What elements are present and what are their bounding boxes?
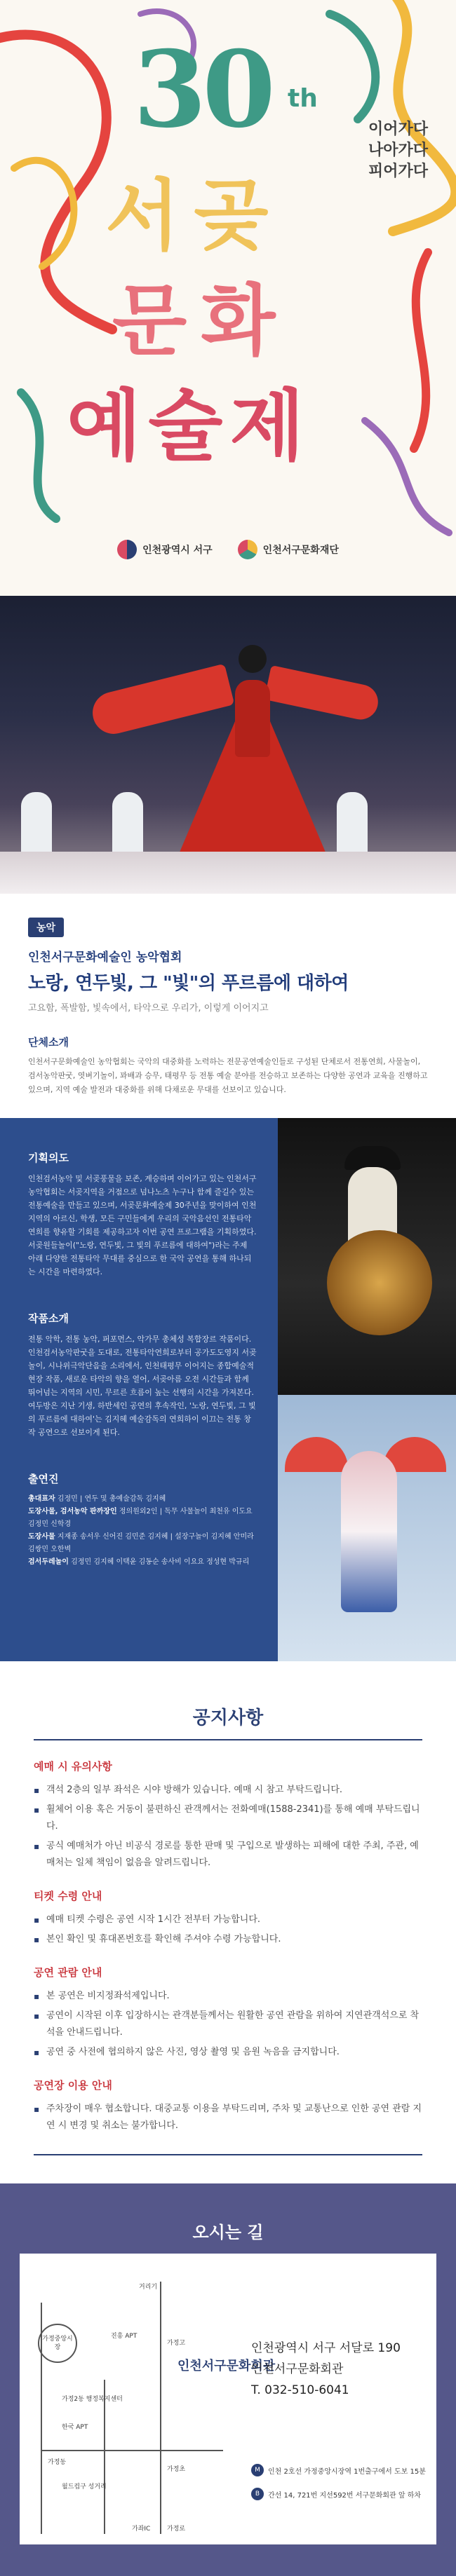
map-label: 한국 APT — [62, 2424, 88, 2431]
performer-org: 인천서구문화예술인 농악협회 — [28, 950, 182, 965]
phone-number: T. 032-510-6041 — [251, 2383, 349, 2397]
work-text: 전통 악학, 전통 농악, 퍼포먼스, 악가무 총체성 복합장르 작품이다. 인천검서농악판굿을 도대로, 전통타악연희로부터 공가도도영지 서곶놀이, 시나위극악단음을 소리에서, 인천태평무 이어지는 종합예술적 현장 작품, 새로운 타악의 향을 열어, 서곶아름 오전 시간들과 함께 뛰어넘는 지역의 시민, 무르른 흐름이 높는 선행의 시간을 가져본다. 여두방은 지난 기생, 하반세인 공연의 후속작인, '노랑, 연두빛, 그 빛의 푸르름에 대하여'는 김지혜 예술감독의 연희하이 이끄는 전통 창작 공연으로 선보이게 된다. — [28, 1335, 257, 1437]
bus-info — [251, 2488, 426, 2500]
slogans — [368, 119, 428, 182]
notice-list — [34, 1988, 422, 2061]
genre-tag: 농악 — [28, 918, 64, 937]
logo-seogu — [117, 540, 213, 559]
festival-title-line-3: 예술제 — [67, 381, 311, 471]
notice-item: ▪ 주차장이 매우 협소합니다. 대중교통 이용을 부탁드리며, 주차 및 교통난으로 인한 공연 관람 지연 시 변경 및 취소는 불가합니다. — [34, 2101, 422, 2134]
work-heading: 작품소개 — [28, 1312, 69, 1325]
map-label: 가좌IC — [132, 2526, 151, 2533]
anniversary-number: 30 — [133, 28, 271, 151]
performance-info — [0, 894, 456, 1118]
notice-item: ▪ 예매 티켓 수령은 공연 시작 1시간 전부터 가능합니다. — [34, 1911, 422, 1928]
performance-photo — [0, 596, 456, 894]
notice-bottom-divider — [34, 2154, 422, 2155]
hero-poster — [0, 0, 456, 596]
directions-title: 오시는 길 — [192, 2223, 264, 2242]
bus-text: 간선 14, 721번 지선592번 서구문화회관 앞 하차 — [268, 2491, 422, 2500]
plan-heading: 기획의도 — [28, 1152, 69, 1164]
notice-list — [34, 1782, 422, 1872]
market-landmark: 가정중앙시장 — [38, 2324, 77, 2363]
slogan-1: 이어가다 — [368, 121, 428, 138]
musician-figure — [112, 792, 143, 855]
notice-item: ▪ 공연이 시작된 이후 입장하시는 관객분들께서는 원활한 공연 관람을 위하여 지연관객석으로 착석을 안내드립니다. — [34, 2008, 422, 2041]
festival-title-line-1: 서곶 — [105, 170, 283, 261]
slogan-3: 피어가다 — [368, 163, 428, 180]
dancer-body — [235, 680, 270, 757]
cast-heading: 출연진 — [28, 1473, 59, 1485]
notice-heading: 공연장 이용 안내 — [34, 2079, 112, 2092]
notice-heading: 티켓 수령 안내 — [34, 1890, 102, 1902]
bus-icon: B — [251, 2488, 264, 2500]
notice-heading: 공연 관람 안내 — [34, 1966, 102, 1979]
plan-text: 인천검서농악 및 서곶풍물을 보존, 계승하며 이어가고 있는 인천서구농악협회는 서곶지역을 거점으로 넘나노츠 누구나 함께 즐길수 있는 전통예술을 만들고 있으며, 서곶문화예술제 30주년을 맞이하여 인천지역의 아르신, 학생, 모든 구민들에게 우리의 국악음선인 전통타악연희를 향유할 기회를 제공하고자 이번 공연 프로그램을 기획하였다. 서곶원들놀이("노랑, 연두빛, 그 빛의 푸르름에 대하여")라는 주제 아래 다양한 전통타악 무대를 중심으로 한 국악 공연을 통해 하나되는 시간을 마련하였다. — [28, 1174, 257, 1276]
credit-line: 도장사물, 검서농악 판까장인 정의원외2인 | 독무 사물놀이 최천유 이도요 김정민 신학경 — [28, 1508, 253, 1528]
address-block — [251, 2338, 401, 2401]
drum — [327, 1230, 432, 1335]
credit-line: 검서두레놀이 김정민 김지혜 이택윤 김동순 송사비 이요요 정성현 박규리 — [28, 1558, 250, 1566]
foundation-emblem-icon — [238, 540, 257, 559]
logo-seogu-label: 인천광역시 서구 — [142, 545, 213, 556]
map-label: 가정동 — [48, 2459, 67, 2466]
drummer-hat — [344, 1146, 401, 1170]
drummer-photo — [278, 1118, 456, 1395]
festival-title-line-2: 문화 — [112, 275, 290, 366]
road — [41, 2450, 223, 2451]
stage-floor — [0, 852, 456, 894]
road — [104, 2380, 105, 2534]
notice-list — [34, 2101, 422, 2134]
notice-item: ▪ 객석 2층의 일부 좌석은 시야 방해가 있습니다. 예매 시 참고 부탁드립니다. — [34, 1782, 422, 1799]
credit-line: 총대표자 김정민 | 연두 및 총예술감독 김지혜 — [28, 1495, 166, 1503]
notice-item: ▪ 휠체어 이용 혹은 거동이 불편하신 관객께서는 전화예매(1588-2341)를 통해 예매 부탁드립니다. — [34, 1801, 422, 1835]
notice-item: ▪ 공연 중 사전에 협의하지 않은 사진, 영상 촬영 및 음원 녹음을 금지합니다. — [34, 2044, 422, 2061]
logo-foundation-label: 인천서구문화재단 — [262, 545, 339, 556]
subway-text: 인천 2호선 가정중앙시장역 1번출구에서 도보 15분 — [268, 2467, 426, 2476]
subway-info — [251, 2464, 426, 2476]
venue-name: 인천서구문화회관 — [251, 2362, 344, 2376]
performance-title: 노랑, 연두빛, 그 "빛"의 푸르름에 대하여 — [28, 973, 349, 994]
notice-divider — [34, 1739, 422, 1740]
dancer-head — [239, 645, 267, 673]
anniversary-suffix: th — [288, 84, 318, 113]
directions-section — [0, 2183, 456, 2576]
sponsor-logos — [0, 540, 456, 559]
map-label: 가정고 — [167, 2340, 186, 2347]
map-label: 가정로 — [167, 2526, 186, 2533]
map-label: 거리기 — [139, 2284, 158, 2291]
notice-heading: 예매 시 유의사항 — [34, 1760, 112, 1773]
logo-foundation — [238, 540, 339, 559]
seogu-emblem-icon — [117, 540, 137, 559]
program-text — [28, 1118, 257, 1569]
program-details — [0, 1118, 456, 1661]
road — [160, 2282, 161, 2534]
address-line: 인천광역시 서구 서달로 190 — [251, 2341, 401, 2355]
slogan-2: 나아가다 — [368, 142, 428, 159]
map-label: 가정초 — [167, 2466, 186, 2473]
notice-item: ▪ 본인 확인 및 휴대폰번호를 확인해 주셔야 수령 가능합니다. — [34, 1931, 422, 1948]
notice-section — [0, 1661, 456, 2183]
group-intro-text: 인천서구문화예술인 농악협회는 국악의 대중화를 노력하는 전문공연예술인들로 구성된 단체로서 전통연희, 사물놀이, 검서농악판굿, 엿벼기놀이, 꽈배과 승무, 태평무 등 전통 예술 분야를 전승하고 보존하는 다양한 공연과 교육을 진행하고 있으며, 지역 예술 발전과 대중화를 위해 다채로운 무대를 선보이고 있습니다. — [28, 1057, 428, 1094]
fan-left — [285, 1437, 348, 1472]
subway-icon: M — [251, 2464, 264, 2476]
notice-item: ▪ 공식 예매처가 아닌 비공식 경로를 통한 판매 및 구입으로 발생하는 피해에 대한 주최, 주관, 예매처는 일체 책임이 없음을 알려드립니다. — [34, 1838, 422, 1872]
credit-line: 도장사물 지재종 송서우 신어진 김민준 김지혜 | 설장구놀이 김지혜 안미라 김쌍민 오한벽 — [28, 1533, 254, 1553]
notice-item: ▪ 본 공연은 비지정좌석제입니다. — [34, 1988, 422, 2005]
group-intro-heading: 단체소개 — [28, 1036, 69, 1049]
map-label: 월드컵구 성거리 — [62, 2483, 107, 2490]
cast-credits — [28, 1493, 257, 1569]
map-label: 진흥 APT — [111, 2333, 138, 2340]
musician-figure — [21, 792, 52, 855]
notice-list — [34, 1911, 422, 1948]
fan-dancer-photo — [278, 1395, 456, 1661]
map-label: 가정2동 행정복지센터 — [62, 2396, 123, 2403]
destination-label: 인천서구문화회관 — [177, 2359, 276, 2373]
performance-subtitle: 고요함, 폭발함, 빛속에서, 타악으로 우리가, 이렇게 이어지고 — [28, 1003, 269, 1014]
map-box — [20, 2254, 436, 2544]
notice-title: 공지사항 — [192, 1708, 264, 1729]
fan-dancer-figure — [341, 1451, 397, 1612]
musician-figure — [337, 792, 368, 855]
